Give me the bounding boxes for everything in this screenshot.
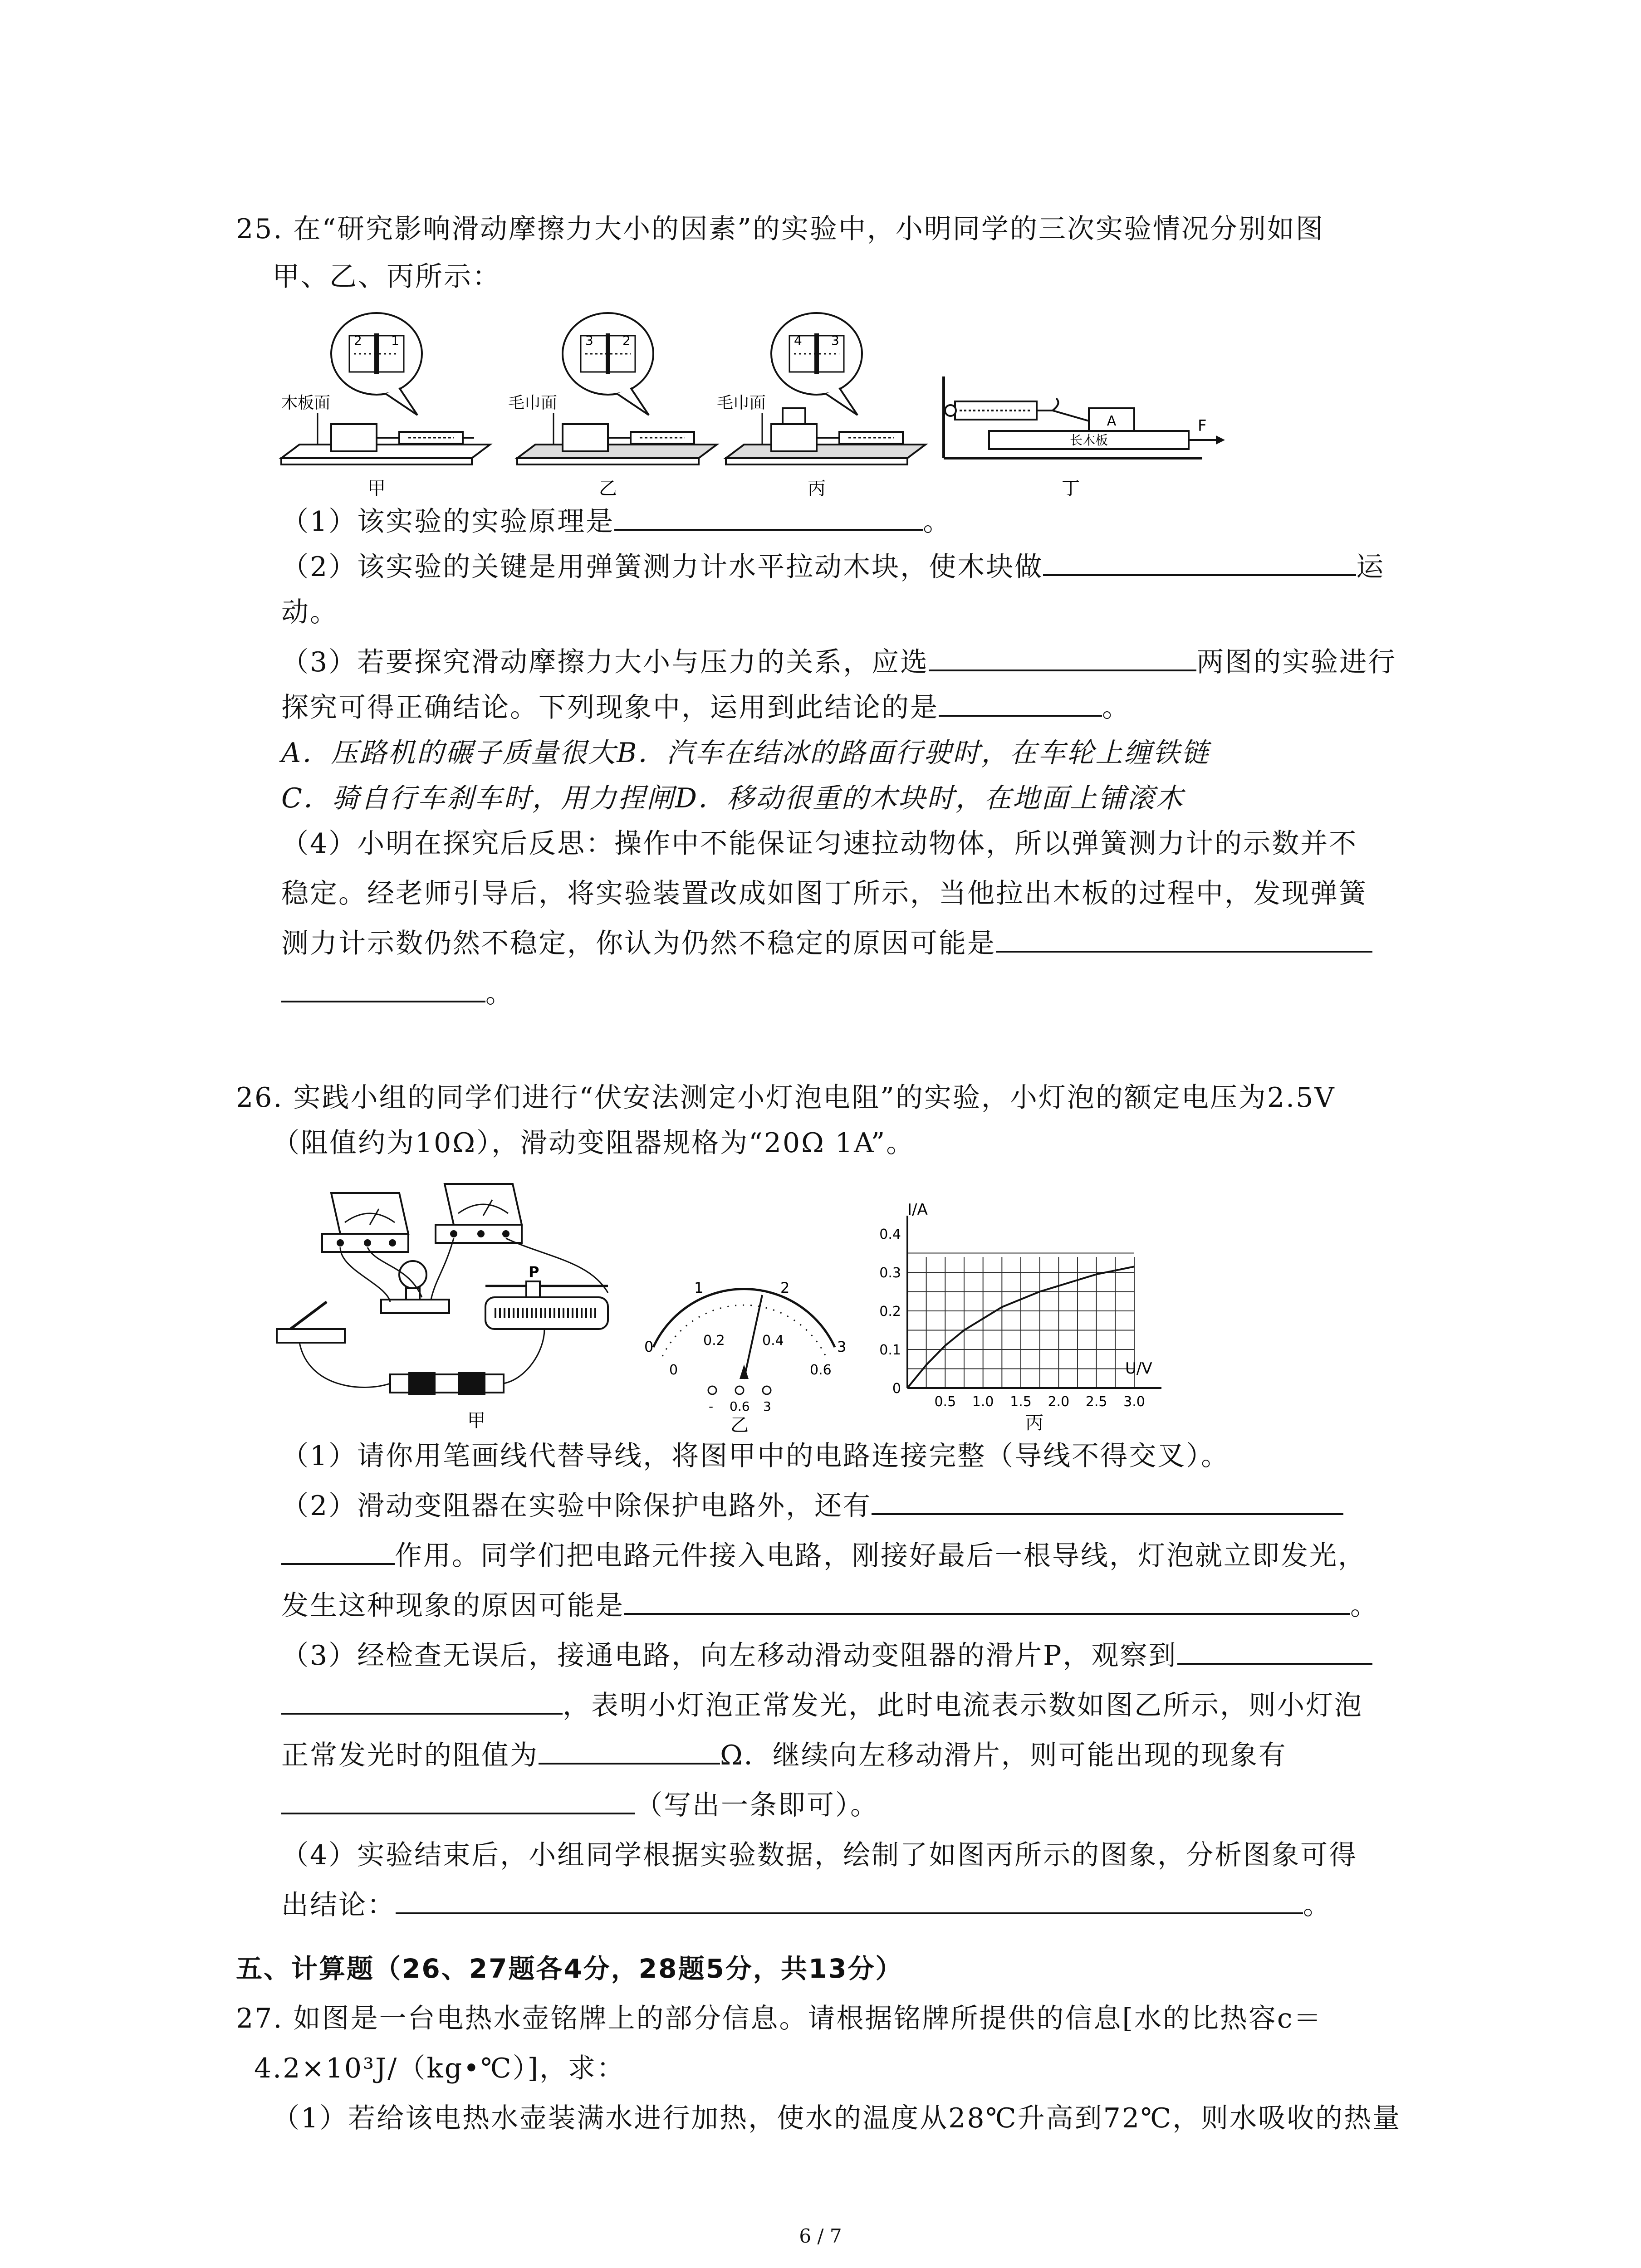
q26-stem-line-2: （阻值约为10Ω），滑动变阻器规格为“20Ω 1A”。	[272, 1127, 915, 1159]
q25-part-4-line-1: （4）小明在探究后反思：操作中不能保证匀速拉动物体，所以弹簧测力计的示数并不	[281, 828, 1358, 860]
long-board-label: 长木板	[1069, 433, 1108, 448]
slider-label: P	[529, 1263, 539, 1281]
label-jia: 甲	[367, 478, 386, 499]
label-yi: 乙	[599, 478, 617, 499]
bulb	[381, 1261, 449, 1313]
q26-part-3: （3）经检查无误后，接通电路，向左移动滑动变阻器的滑片P，观察到	[281, 1637, 1372, 1674]
q26-part-2-line-2: 作用。同学们把电路元件接入电路，刚接好最后一根导线，灯泡就立即发光，	[281, 1538, 1367, 1574]
dial-top-3: 3	[837, 1338, 847, 1355]
q25-blank-4[interactable]	[939, 689, 1102, 717]
dial-2-right: 2	[622, 333, 631, 348]
q25-blank-1[interactable]	[614, 503, 923, 531]
q25-options-ab	[281, 735, 1210, 771]
q25-option-b: B．汽车在结冰的路面行驶时，在车轮上缠铁链	[617, 737, 1210, 769]
q25-stem-line-1: 25. 在“研究影响滑动摩擦力大小的因素”的实验中，小明同学的三次实验情况分别如图	[236, 213, 1324, 245]
x-tick-label: 0.5	[934, 1394, 956, 1410]
surface-label-towel-1: 毛巾面	[508, 394, 558, 412]
label-chart-bing: 丙	[1025, 1413, 1043, 1433]
q26-blank-7[interactable]	[281, 1787, 635, 1814]
dial-3-left: 4	[794, 333, 802, 348]
dial-top-2: 2	[780, 1279, 790, 1296]
dial-bottom-1: 0.2	[703, 1333, 725, 1349]
q26-blank-8[interactable]	[396, 1887, 1303, 1914]
q25-option-c: C．骑自行车刹车时，用力捏闸	[281, 782, 675, 814]
x-tick-label: 2.5	[1085, 1394, 1107, 1410]
figure-bing	[717, 313, 926, 499]
q26-part-3-line-3: 正常发光时的阻值为 Ω．继续向左移动滑片，则可能出现的现象有	[281, 1737, 1287, 1774]
y-tick-label: 0.2	[879, 1304, 901, 1320]
q25-part-4-line-3: 测力计示数仍然不稳定，你认为仍然不稳定的原因可能是	[281, 925, 1372, 962]
label-dial-yi: 乙	[730, 1415, 749, 1433]
switch	[277, 1302, 345, 1343]
q27-stem-line-2: 4.2×10³J/（kg•℃）]，求：	[254, 2053, 626, 2084]
q25-option-d: D．移动很重的木块时，在地面上铺滚木	[675, 782, 1185, 814]
x-tick-label: 3.0	[1123, 1394, 1145, 1410]
q26-blank-2[interactable]	[281, 1538, 395, 1565]
y-tick-label: 0.4	[879, 1227, 901, 1242]
section-5-heading: 五、计算题（26、27题各4分，28题5分，共13分）	[236, 1953, 903, 1984]
terminal-3: 3	[763, 1399, 771, 1414]
q25-option-a: A．压路机的碾子质量很大	[281, 737, 617, 769]
q26-part-3-line-2: ，表明小灯泡正常发光，此时电流表示数如图乙所示，则小灯泡	[281, 1687, 1363, 1724]
q25-part-2-cont: 动。	[281, 596, 338, 628]
dial-bottom-2: 0.4	[762, 1333, 784, 1349]
q26-blank-4[interactable]	[1177, 1637, 1372, 1665]
dial-bottom-0: 0	[669, 1362, 678, 1378]
q27-part-1: （1）若给该电热水壶装满水进行加热，使水的温度从28℃升高到72℃，则水吸收的热量	[272, 2102, 1401, 2134]
q25-part-3-line-2: 探究可得正确结论。下列现象中，运用到此结论的是 。	[281, 689, 1131, 726]
dial-top-0: 0	[644, 1338, 654, 1355]
q25-part-1: （1）该实验的实验原理是 。	[281, 503, 951, 540]
dial-1-left: 2	[354, 333, 362, 348]
q25-stem-line-2: 甲、乙、丙所示：	[272, 261, 501, 293]
q25-blank-3[interactable]	[929, 644, 1196, 671]
x-tick-label: 1.5	[1010, 1394, 1032, 1410]
q27-stem-line-1: 27. 如图是一台电热水壶铭牌上的部分信息。请根据铭牌所提供的信息[水的比热容c＝	[236, 2003, 1323, 2034]
q26-stem-line-1: 26. 实践小组的同学们进行“伏安法测定小灯泡电阻”的实验，小灯泡的额定电压为2.5V	[236, 1082, 1336, 1114]
q26-part-3-line-4: （写出一条即可）。	[281, 1787, 879, 1823]
q25-blank-2[interactable]	[1043, 549, 1356, 576]
q25-blank-5[interactable]	[996, 925, 1372, 953]
figure-yi	[508, 313, 717, 499]
x-tick-label: 1.0	[972, 1394, 994, 1410]
voltmeter	[322, 1193, 408, 1252]
q26-part-2: （2）滑动变阻器在实验中除保护电路外，还有	[281, 1488, 1343, 1524]
q26-blank-5[interactable]	[281, 1687, 563, 1715]
y-axis-label: I/A	[907, 1201, 928, 1219]
y-tick-label: 0.1	[879, 1342, 901, 1358]
q26-circuit-figure	[272, 1179, 681, 1433]
surface-label-towel-2: 毛巾面	[717, 394, 766, 412]
dial-3-right: 3	[831, 333, 839, 348]
q25-options-cd	[281, 780, 1184, 816]
q25-blank-6[interactable]	[281, 975, 485, 1002]
chart-ticks	[879, 1227, 1145, 1410]
label-ding: 丁	[1062, 478, 1080, 499]
force-label: F	[1198, 417, 1207, 435]
surface-label-wood: 木板面	[281, 394, 331, 412]
q26-part-2-line-3: 发生这种现象的原因可能是 。	[281, 1588, 1379, 1624]
x-axis-label: U/V	[1125, 1359, 1152, 1378]
figure-ding	[944, 376, 1225, 499]
q26-blank-3[interactable]	[624, 1588, 1350, 1615]
terminal-0-6: 0.6	[730, 1399, 750, 1414]
q25-friction-figure	[272, 308, 1225, 499]
y-tick-label: 0	[892, 1381, 901, 1397]
q25-part-2: （2）该实验的关键是用弹簧测力计水平拉动木块，使木块做 运	[281, 549, 1385, 585]
y-tick-label: 0.3	[879, 1265, 901, 1281]
q26-part-4-line-2: 出结论： 。	[281, 1887, 1332, 1923]
q26-part-1: （1）请你用笔画线代替导线，将图甲中的电路连接完整（导线不得交叉）。	[281, 1440, 1230, 1472]
figure-jia	[281, 313, 490, 499]
block-a-label: A	[1107, 413, 1117, 429]
q26-part-4-line-1: （4）实验结束后，小组同学根据实验数据，绘制了如图丙所示的图象，分析图象可得	[281, 1839, 1358, 1871]
q26-ammeter-dial	[626, 1243, 862, 1433]
ammeter	[436, 1184, 522, 1243]
label-bing: 丙	[808, 478, 826, 499]
q25-part-4-line-2: 稳定。经老师引导后，将实验装置改成如图丁所示，当他拉出木板的过程中，发现弹簧	[281, 878, 1367, 909]
page-number: 6 / 7	[799, 2225, 842, 2247]
q25-part-3: （3）若要探究滑动摩擦力大小与压力的关系，应选 两图的实验进行	[281, 644, 1396, 680]
dial-top-1: 1	[694, 1279, 704, 1296]
label-circuit-jia: 甲	[467, 1410, 485, 1431]
dial-2-left: 3	[585, 333, 593, 348]
battery	[390, 1372, 504, 1395]
q26-iu-chart	[853, 1188, 1180, 1433]
q25-part-4-line-4: 。	[281, 975, 514, 1012]
x-tick-label: 2.0	[1048, 1394, 1070, 1410]
q26-blank-6[interactable]	[539, 1737, 720, 1765]
dial-bottom-3: 0.6	[810, 1362, 832, 1378]
q26-blank-1[interactable]	[872, 1488, 1343, 1515]
terminal-negative: -	[709, 1399, 714, 1414]
dial-1-right: 1	[391, 333, 399, 348]
